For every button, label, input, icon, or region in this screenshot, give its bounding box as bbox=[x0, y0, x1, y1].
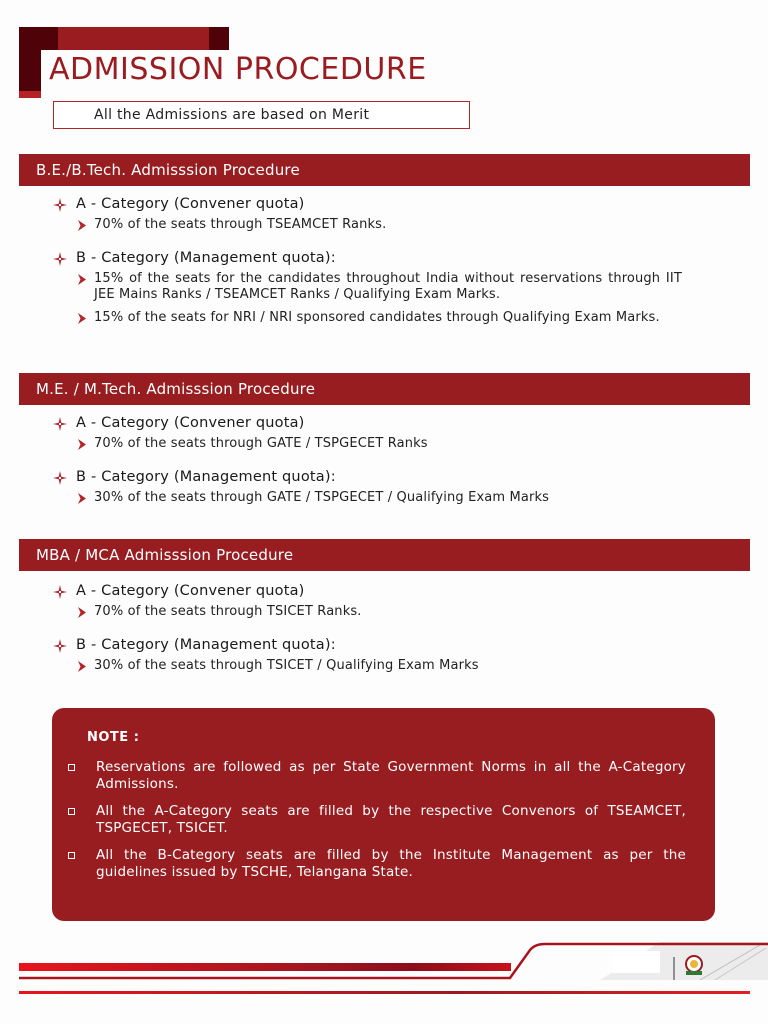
corner-bar-accent bbox=[19, 91, 41, 98]
corner-bar-dark-right bbox=[209, 27, 229, 50]
point-text: 30% of the seats through TSICET / Qualifying Exam Marks bbox=[94, 657, 479, 673]
category-label: A - Category (Convener quota) bbox=[76, 196, 305, 212]
category-label: B - Category (Management quota): bbox=[76, 636, 336, 653]
cross-bullet-icon bbox=[53, 639, 67, 653]
cross-bullet-icon bbox=[53, 417, 67, 431]
list-item bbox=[77, 658, 682, 675]
category-label: B - Category (Management quota): bbox=[76, 468, 336, 485]
chevron-right-icon bbox=[77, 274, 87, 285]
list-item bbox=[77, 310, 682, 327]
category-a bbox=[55, 583, 750, 599]
chevron-right-icon bbox=[77, 607, 87, 618]
institute-emblem-icon bbox=[686, 956, 702, 975]
section-mba-mca bbox=[19, 539, 750, 674]
chevron-right-icon bbox=[77, 220, 87, 231]
point-text: 30% of the seats through GATE / TSPGECET / Qualifying Exam Marks bbox=[94, 489, 550, 505]
section-heading: B.E./B.Tech. Admisssion Procedure bbox=[19, 154, 750, 186]
note-text: All the B-Category seats are filled by the Institute Management as per the guidelines issued by TSCHE, Telangana State. bbox=[96, 847, 686, 880]
category-label: B - Category (Management quota): bbox=[76, 249, 336, 266]
list-item bbox=[77, 604, 682, 621]
chevron-right-icon bbox=[77, 313, 87, 324]
cross-bullet-icon bbox=[53, 252, 67, 266]
point-text: 70% of the seats through GATE / TSPGECET Ranks bbox=[94, 436, 428, 451]
category-a bbox=[55, 196, 750, 212]
corner-bar-vertical bbox=[19, 50, 41, 91]
note-item bbox=[68, 803, 686, 837]
point-text: 70% of the seats through TSICET Ranks. bbox=[94, 604, 362, 619]
cross-bullet-icon bbox=[53, 198, 67, 212]
cross-bullet-icon bbox=[53, 471, 67, 485]
section-btech bbox=[19, 154, 750, 326]
note-text: Reservations are followed as per State Government Norms in all the A-Category Admissions. bbox=[96, 759, 686, 792]
category-b bbox=[55, 469, 750, 485]
note-title: NOTE : bbox=[87, 730, 140, 745]
chevron-right-icon bbox=[77, 439, 87, 450]
note-item bbox=[68, 847, 686, 881]
point-text: 15% of the seats for NRI / NRI sponsored candidates through Qualifying Exam Marks. bbox=[94, 309, 660, 325]
note-list bbox=[68, 759, 686, 891]
category-b bbox=[55, 250, 750, 266]
category-label: A - Category (Convener quota) bbox=[76, 583, 305, 599]
cross-bullet-icon bbox=[53, 585, 67, 599]
corner-bar-dark-left bbox=[19, 27, 58, 50]
category-a bbox=[55, 415, 750, 431]
list-item bbox=[77, 217, 682, 234]
note-item bbox=[68, 759, 686, 793]
merit-banner: All the Admissions are based on Merit bbox=[53, 101, 470, 129]
section-heading: MBA / MCA Admisssion Procedure bbox=[19, 539, 750, 571]
list-item bbox=[77, 271, 682, 304]
square-bullet-icon bbox=[68, 852, 75, 859]
category-b bbox=[55, 637, 750, 653]
list-item bbox=[77, 490, 682, 507]
section-heading: M.E. / M.Tech. Admisssion Procedure bbox=[19, 373, 750, 405]
footer-rule bbox=[19, 991, 750, 994]
chevron-right-icon bbox=[77, 661, 87, 672]
page-title: ADMISSION PROCEDURE bbox=[49, 52, 427, 87]
square-bullet-icon bbox=[68, 808, 75, 815]
section-mtech bbox=[19, 373, 750, 506]
square-bullet-icon bbox=[68, 764, 75, 771]
list-item bbox=[77, 436, 682, 453]
point-text: 70% of the seats through TSEAMCET Ranks. bbox=[94, 217, 387, 232]
note-text: All the A-Category seats are filled by the respective Convenors of TSEAMCET, TSPGECET, TSICET. bbox=[96, 803, 686, 836]
footer-decoration bbox=[0, 940, 768, 980]
category-label: A - Category (Convener quota) bbox=[76, 415, 305, 431]
point-text: 15% of the seats for the candidates throughout India without reservations through IIT JEE Mains Ranks / TSEAMCET Ranks / Qualifying Exam Marks. bbox=[94, 270, 682, 302]
chevron-right-icon bbox=[77, 493, 87, 504]
note-box bbox=[52, 708, 715, 921]
